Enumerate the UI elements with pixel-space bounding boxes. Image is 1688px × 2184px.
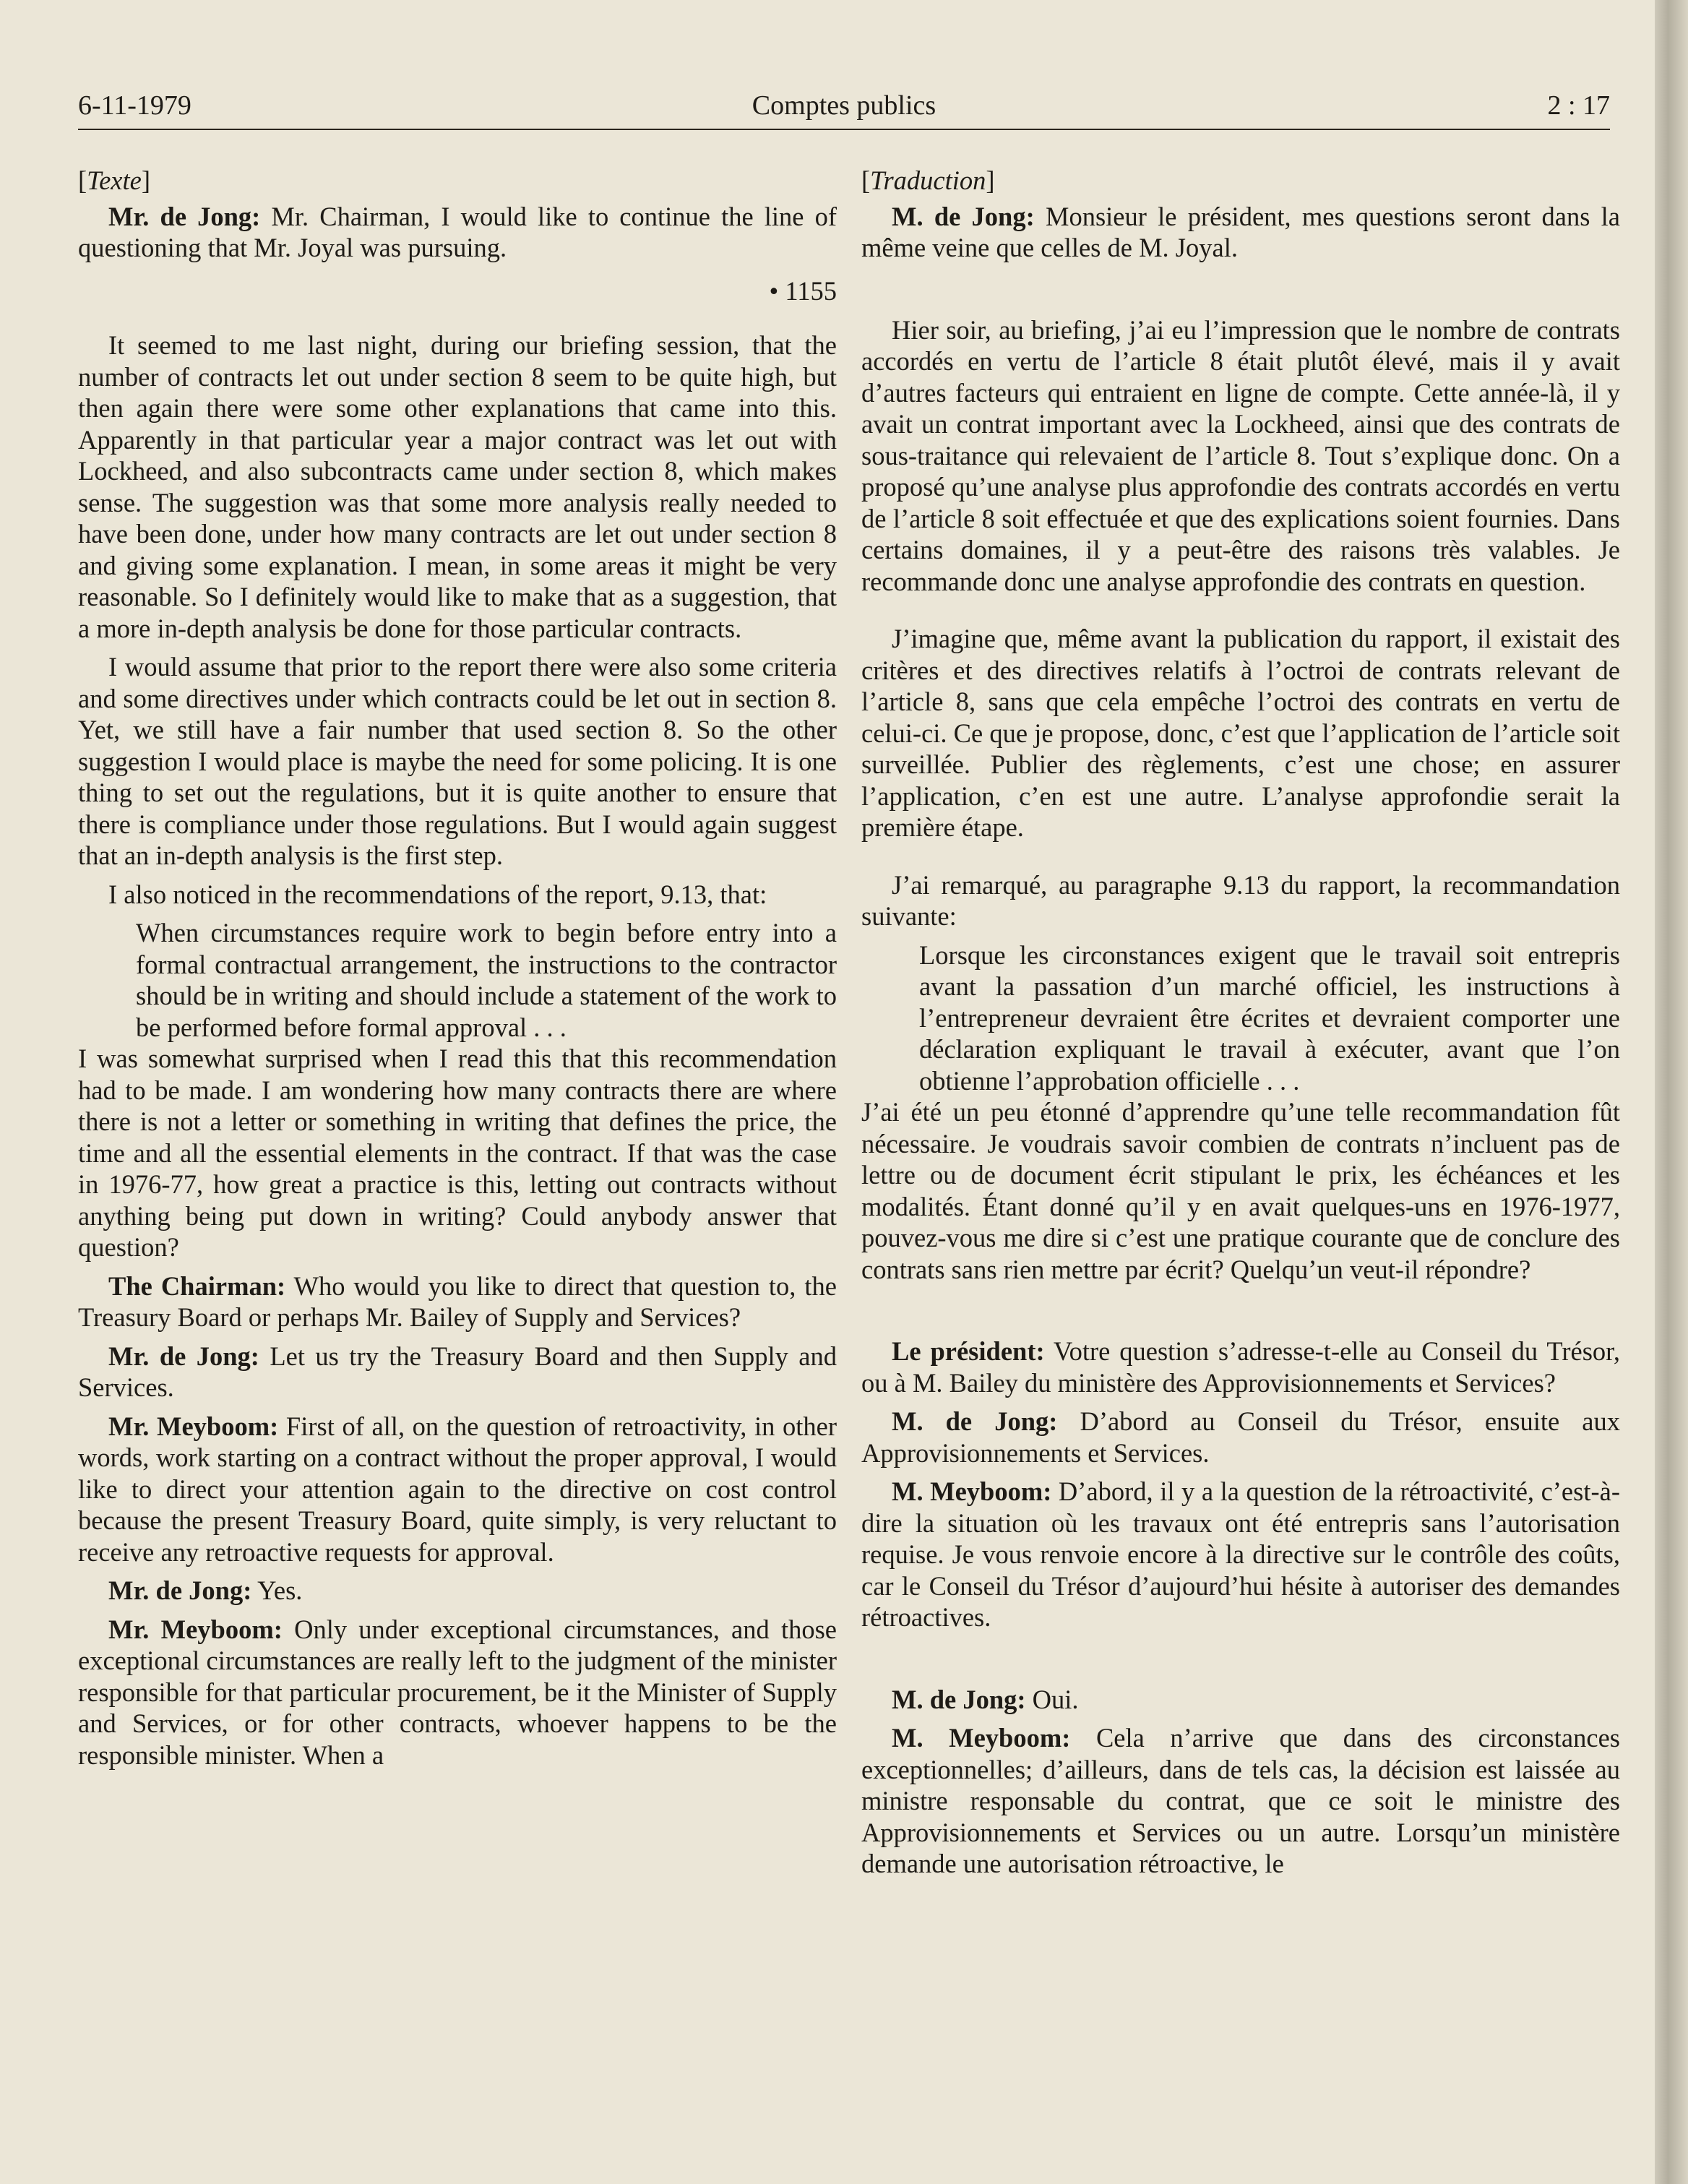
paragraph: Hier soir, au briefing, j’ai eu l’impression que le nombre de contrats accordés en vertu de l’article 8 était plutôt élevé, mais il y avait d’autres facteurs qui entraient en ligne de compte. Cette année-là, il y avait un contrat important avec la Lockheed, ainsi que des contrats de sous-traitance qui relevaient de l’article 8. Tout s’explique donc. On a proposé qu’une analyse plus approfondie des contrats accordés en vertu de l’article 8 soit effectuée et que des explications soient fournies. Dans certains domaines, il y a peut-être des raisons très valables. Je recommande donc une analyse approfondie des contrats en question. bbox=[861, 314, 1620, 596]
paragraph: Mr. de Jong: Let us try the Treasury Board and then Supply and Services. bbox=[78, 1341, 837, 1402]
speaker-name: The Chairman: bbox=[108, 1271, 286, 1301]
page-header bbox=[78, 85, 1610, 129]
speaker-name: M. de Jong: bbox=[892, 1406, 1058, 1436]
paragraph: M. Meyboom: D’abord, il y a la question de la rétroactivité, c’est-à-dire la situation où les travaux ont été entrepris sans l’autorisation requise. Je vous renvoie encore à la directive sur le contrôle des coûts, car le Conseil du Trésor d’aujourd’hui hésite à autoriser des demandes rétroactives. bbox=[861, 1476, 1620, 1632]
page-binding-edge bbox=[1655, 0, 1688, 2184]
header-page-number: 2 : 17 bbox=[1547, 90, 1610, 121]
header-title: Comptes publics bbox=[752, 90, 936, 121]
speaker-name: Mr. Meyboom: bbox=[108, 1614, 283, 1644]
paragraph: The Chairman: Who would you like to direct that question to, the Treasury Board or perhaps Mr. Bailey of Supply and Services? bbox=[78, 1271, 837, 1332]
paragraph: I also noticed in the recommendations of the report, 9.13, that: bbox=[108, 879, 767, 909]
paragraph: J’ai été un peu étonné d’apprendre qu’une telle recommandation fût nécessaire. Je voudrais savoir combien de contrats n’incluent pas de lettre ou de document écrit stipulant le prix, les échéances et les modalités. Étant donné qu’il y en avait quelques-uns en 1976-1977, pouvez-vous me dire si c’est une pratique courante que de conclure des contrats sans rien mettre par écrit? Quelqu’un veut-il répondre? bbox=[861, 1097, 1620, 1284]
paragraph: M. de Jong: Monsieur le président, mes questions seront dans la même veine que celles de M. Joyal. bbox=[861, 201, 1620, 262]
time-marker: • 1155 bbox=[769, 275, 837, 306]
paragraph: Le président: Votre question s’adresse-t-elle au Conseil du Trésor, ou à M. Bailey du ministère des Approvisionnements et Services? bbox=[861, 1336, 1620, 1398]
speaker-name: M. Meyboom: bbox=[892, 1476, 1052, 1506]
french-column bbox=[861, 165, 1620, 1880]
paragraph: Mr. Meyboom: Only under exceptional circumstances, and those exceptional circumstances are really left to the judgment of the minister responsible for that particular procurement, be it the Minister of Supply and Services, or for other contracts, whoever happens to be the responsible minister. When a bbox=[78, 1614, 837, 1770]
header-rule bbox=[78, 129, 1610, 130]
speaker-name: Mr. de Jong: bbox=[108, 1341, 259, 1371]
paragraph: Mr. de Jong: Mr. Chairman, I would like to continue the line of questioning that Mr. Joyal was pursuing. bbox=[78, 201, 837, 262]
paragraph: M. de Jong: Oui. bbox=[892, 1684, 1079, 1714]
paragraph: J’ai remarqué, au paragraphe 9.13 du rapport, la recommandation suivante: bbox=[861, 869, 1620, 931]
paragraph: I would assume that prior to the report there were also some criteria and some directives under which contracts could be let out in section 8. Yet, we still have a fair number that used section 8. So the other suggestion I would place is maybe the need for some policing. It is one thing to set out the regulations, but it is quite another to ensure that there is compliance under those regulations. But I would again suggest that an in-depth analysis is the first step. bbox=[78, 652, 837, 870]
paragraph: Mr. de Jong: Yes. bbox=[108, 1575, 303, 1605]
english-column bbox=[78, 165, 837, 1771]
block-quote: Lorsque les circonstances exigent que le travail soit entrepris avant la passation d’un marché officiel, les instructions à l’entrepreneur devraient être écrites et devraient comporter une déclaration expliquant le travail à exécuter, avant que l’on obtienne l’approbation officielle . . . bbox=[919, 940, 1620, 1096]
speaker-name: Mr. de Jong: bbox=[108, 201, 261, 231]
speaker-name: Mr. Meyboom: bbox=[108, 1411, 279, 1441]
paragraph: Mr. Meyboom: First of all, on the question of retroactivity, in other words, work starting on a contract without the proper approval, I would like to direct your attention again to the directive on cost control because the present Treasury Board, quite simply, is very reluctant to receive any retroactive requests for approval. bbox=[78, 1411, 837, 1567]
speaker-name: M. de Jong: bbox=[892, 1684, 1026, 1714]
speaker-name: Mr. de Jong: bbox=[108, 1575, 252, 1605]
paragraph: M. de Jong: D’abord au Conseil du Trésor, ensuite aux Approvisionnements et Services. bbox=[861, 1406, 1621, 1468]
paragraph: It seemed to me last night, during our briefing session, that the number of contracts let out under section 8 seem to be quite high, but then again there were some other explanations that came into this. Apparently in that particular year a major contract was let out with Lockheed, and also subcontracts came under section 8, which makes sense. The suggestion was that some more analysis really needed to have been done, under how many contracts are let out under section 8 and giving some explanation. I mean, in some areas it might be very reasonable. So I definitely would like to make that as a suggestion, that a more in-depth analysis be done for those particular contracts. bbox=[78, 330, 837, 643]
header-date: 6-11-1979 bbox=[78, 90, 191, 121]
block-quote: When circumstances require work to begin before entry into a formal contractual arrangement, the instructions to the contractor should be in writing and should include a statement of the work to be performed before formal approval . . . bbox=[136, 918, 837, 1042]
paragraph: M. Meyboom: Cela n’arrive que dans des circonstances exceptionnelles; d’ailleurs, dans de tels cas, la décision est laissée au ministre responsable du contrat, que ce soit le ministre des Approvisionnements et Services ou un autre. Lorsqu’un ministère demande une autorisation rétroactive, le bbox=[861, 1723, 1620, 1878]
speaker-name: Le président: bbox=[892, 1336, 1045, 1366]
paragraph: J’imagine que, même avant la publication du rapport, il existait des critères et des directives relatifs à l’octroi de contrats relevant de l’article 8, sans que cela empêche l’octroi des contrats en vertu de celui-ci. Ce que je propose, donc, c’est que l’application de l’article soit surveillée. Publier des règlements, c’est une chose; en assurer l’application, c’en est une autre. L’analyse approfondie serait la première étape. bbox=[861, 624, 1620, 842]
language-tag: [Texte] bbox=[78, 165, 151, 195]
speaker-name: M. Meyboom: bbox=[892, 1723, 1071, 1753]
language-tag: [Traduction] bbox=[861, 165, 995, 195]
speaker-name: M. de Jong: bbox=[892, 201, 1035, 231]
paragraph: I was somewhat surprised when I read this that this recommendation had to be made. I am wondering how many contracts there are where there is not a letter or something in writing that defines the price, the time and all the essential elements in the contract. If that was the case in 1976-77, how great a practice is this, letting out contracts without anything being put down in writing? Could anybody answer that question? bbox=[78, 1044, 837, 1262]
